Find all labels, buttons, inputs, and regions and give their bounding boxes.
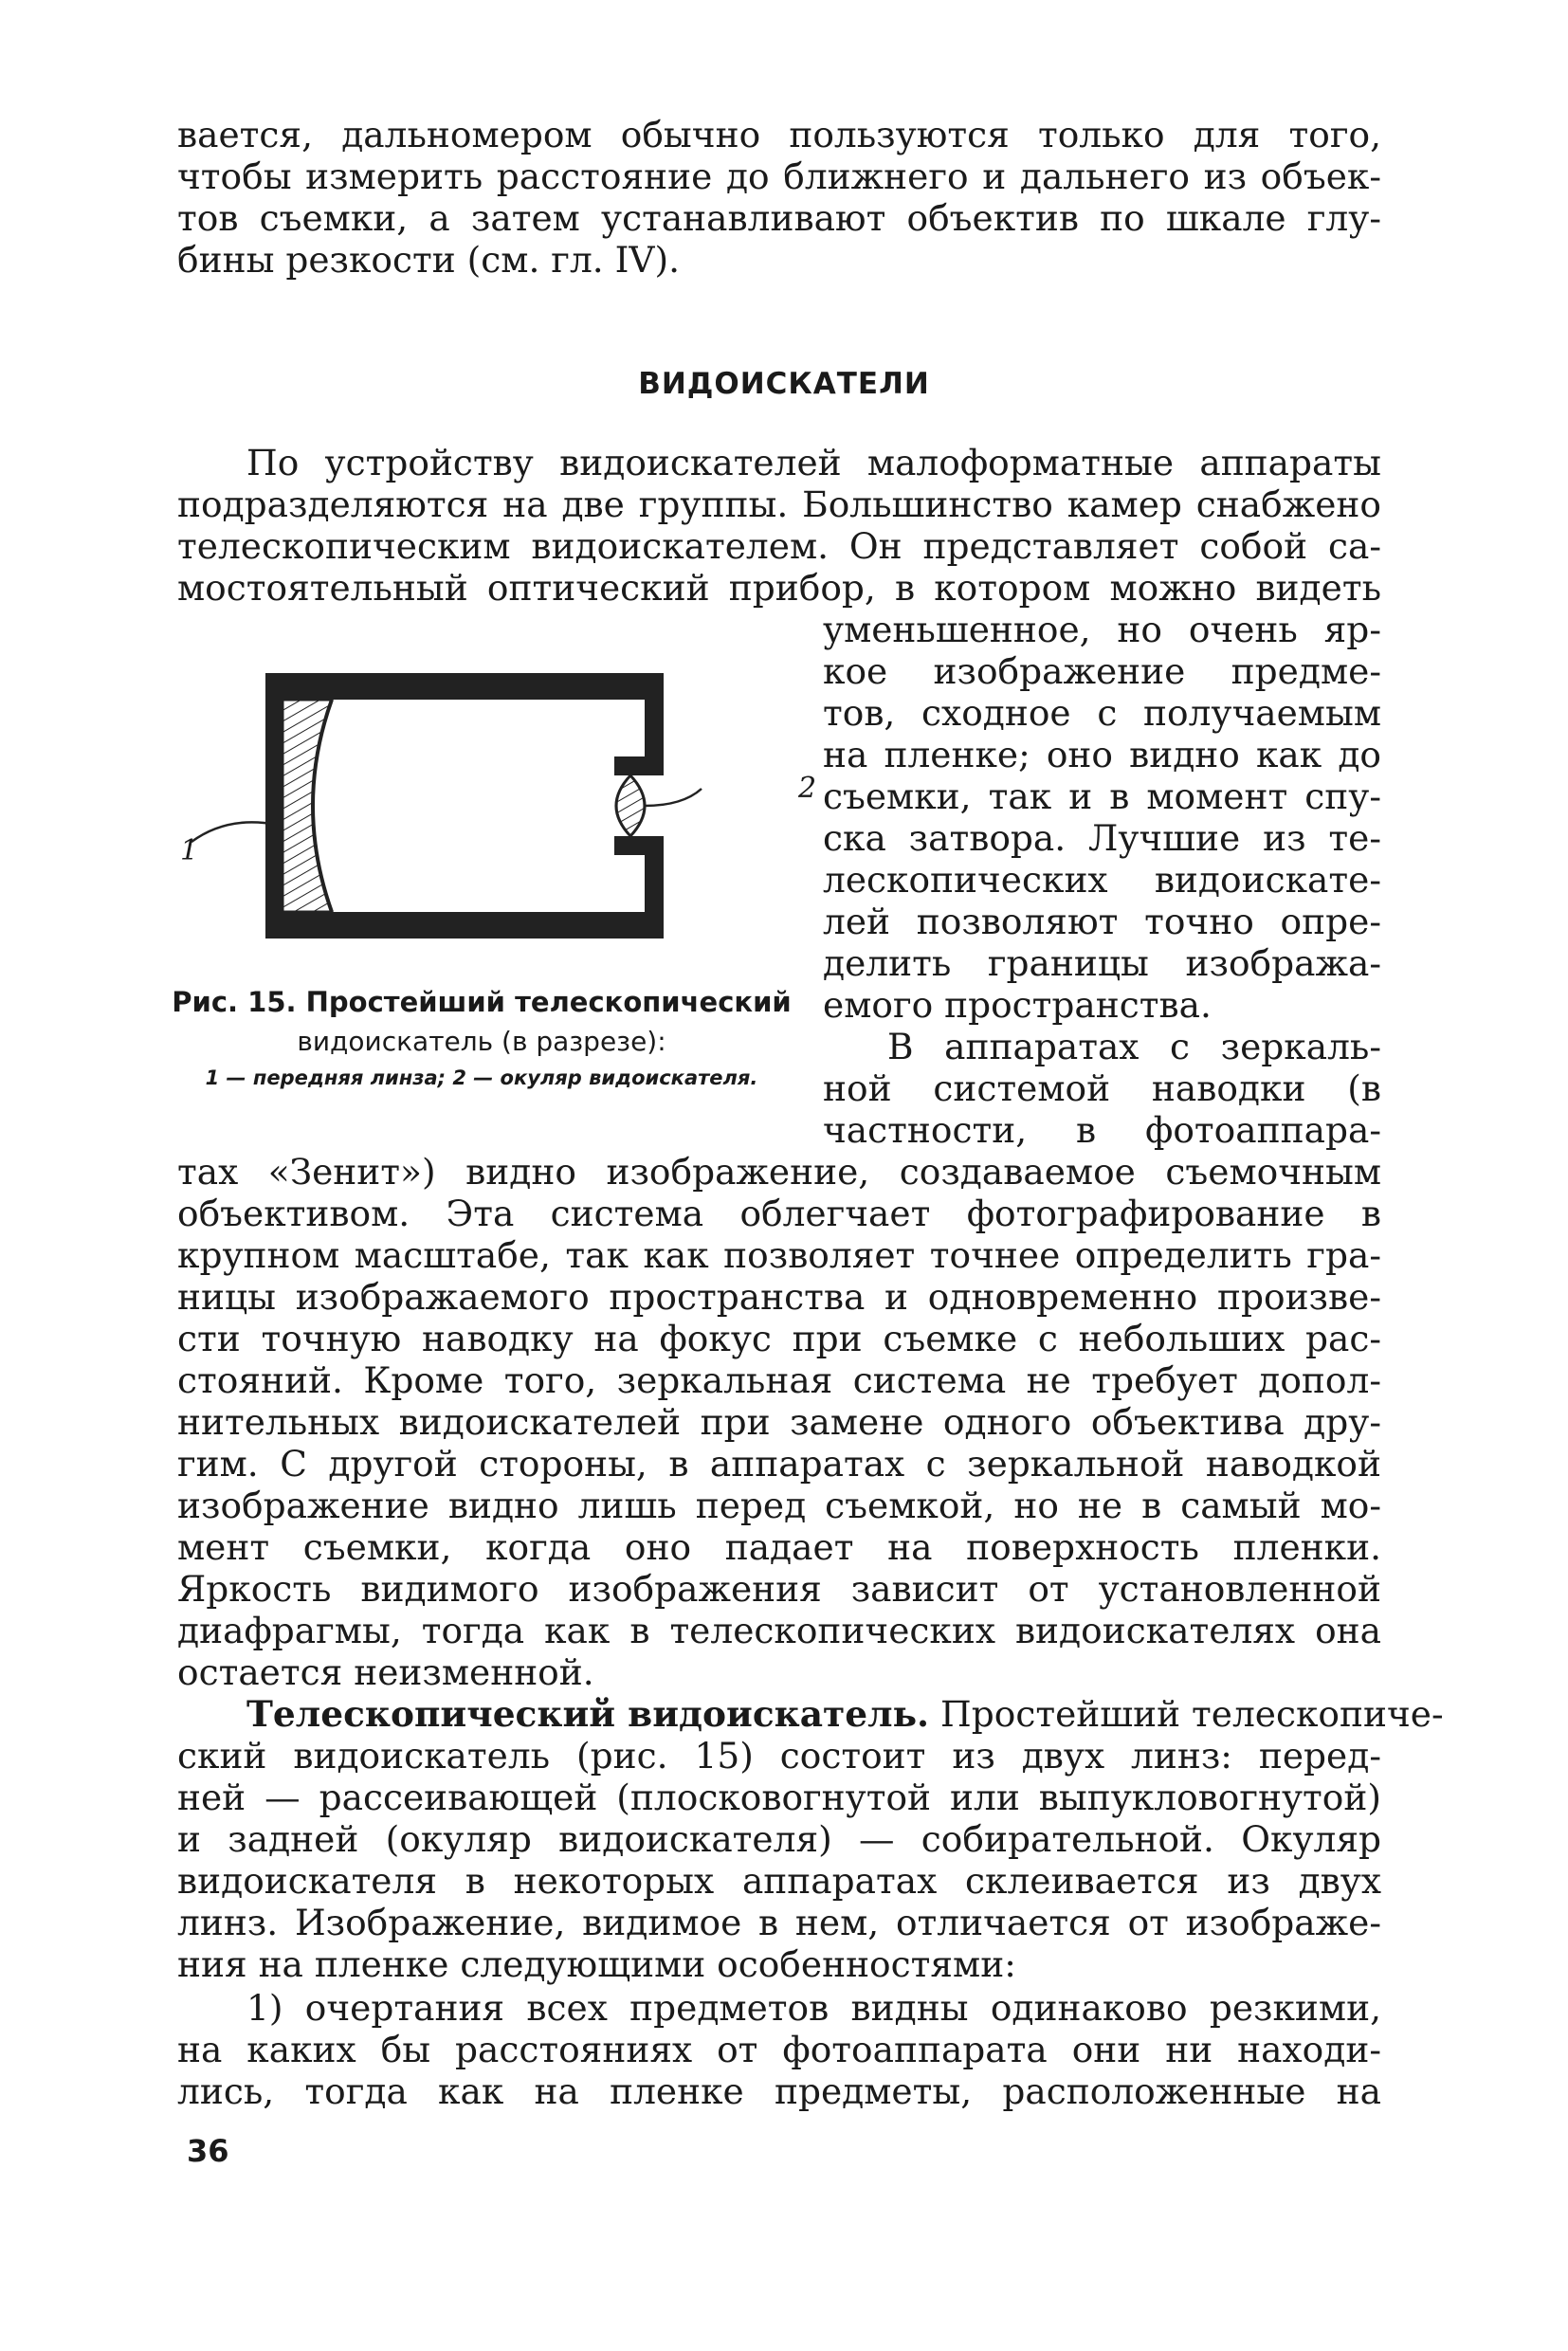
text-line: ной системой наводки (в: [823, 1067, 1381, 1109]
text-line: лескопических видоискате-: [823, 859, 1381, 901]
text-line: тах «Зенит») видно изображение, создаваемое съемочным: [177, 1151, 1381, 1193]
text-line: мент съемки, когда оно падает на поверхность пленки.: [177, 1526, 1381, 1568]
text-line: крупном масштабе, так как позволяет точнее определить гра-: [177, 1234, 1381, 1276]
housing-right-lower-step: [614, 836, 664, 855]
text-line: делить границы изобража-: [823, 942, 1381, 984]
run-in-heading: Телескопический видоискатель.: [246, 1693, 930, 1735]
front-lens: [283, 700, 332, 912]
text-line: В аппаратах с зеркаль-: [887, 1026, 1381, 1067]
text-line: видоискателя в некоторых аппаратах склеивается из двух: [177, 1860, 1381, 1902]
text-line: ния на пленке следующими особенностями:: [177, 1943, 1016, 1985]
text-line: бины резкости (см. гл. IV).: [177, 239, 681, 281]
housing-right-upper-step: [614, 756, 664, 775]
figure-caption-title: Рис. 15. Простейший телескопический: [172, 986, 792, 1018]
figure-label-1: 1: [180, 834, 199, 867]
eyepiece-lens: [616, 775, 645, 836]
text-line: ней — рассеивающей (плосковогнутой или выпукловогнутой): [177, 1777, 1381, 1818]
figure-caption-subtitle: видоискатель (в разрезе):: [297, 1026, 666, 1057]
text-line: ницы изображаемого пространства и одновременно произве-: [177, 1276, 1381, 1318]
text-line: вается, дальномером обычно пользуются только для того,: [177, 114, 1381, 155]
text-line: частности, в фотоаппара-: [823, 1109, 1381, 1151]
figure-viewfinder-diagram: [171, 654, 817, 957]
text-line: телескопическим видоискателем. Он представляет собой са-: [177, 525, 1381, 567]
text-line: лись, тогда как на пленке предметы, расположенные на: [177, 2070, 1381, 2112]
figure-label-2: 2: [798, 772, 817, 805]
text-line: линз. Изображение, видимое в нем, отличается от изображе-: [177, 1902, 1381, 1943]
text-line: стояний. Кроме того, зеркальная система не требует допол-: [177, 1359, 1381, 1401]
leader-line-2: [645, 789, 702, 806]
page-number: 36: [187, 2133, 229, 2169]
housing-left-wall: [265, 673, 283, 939]
text-span: Простейший телескопиче-: [940, 1693, 1444, 1735]
text-line: тов съемки, а затем устанавливают объектив по шкале глу-: [177, 197, 1381, 239]
text-line: подразделяются на две группы. Большинство камер снабжено: [177, 483, 1381, 525]
text-line: сти точную наводку на фокус при съемке с небольших рас-: [177, 1318, 1381, 1359]
viewfinder-cross-section: [171, 654, 806, 957]
text-line: ска затвора. Лучшие из те-: [823, 817, 1381, 859]
text-line: на каких бы расстояниях от фотоаппарата они ни находи-: [177, 2029, 1381, 2070]
text-line: уменьшенное, но очень яр-: [823, 609, 1381, 650]
housing-bottom: [265, 912, 664, 939]
text-line: тов, сходное с получаемым: [823, 692, 1381, 734]
text-line: По устройству видоискателей малоформатные аппараты: [246, 442, 1381, 483]
leader-line-1: [191, 822, 277, 842]
text-line: ский видоискатель (рис. 15) состоит из двух линз: перед-: [177, 1735, 1381, 1777]
text-line: на пленке; оно видно как до: [823, 734, 1381, 775]
text-line: изображение видно лишь перед съемкой, но не в самый мо-: [177, 1485, 1381, 1526]
text-line: съемки, так и в момент спу-: [823, 775, 1381, 817]
text-line: чтобы измерить расстояние до ближнего и дальнего из объек-: [177, 155, 1381, 197]
text-line: Яркость видимого изображения зависит от установленной: [177, 1568, 1381, 1610]
text-line: кое изображение предме-: [823, 650, 1381, 692]
text-line: лей позволяют точно опре-: [823, 901, 1381, 942]
text-line: гим. С другой стороны, в аппаратах с зеркальной наводкой: [177, 1443, 1381, 1485]
section-heading: ВИДОИСКАТЕЛИ: [638, 367, 930, 401]
text-line: нительных видоискателей при замене одного объектива дру-: [177, 1401, 1381, 1443]
text-line: емого пространства.: [823, 984, 1212, 1026]
housing-top: [265, 673, 664, 700]
text-line: [246, 1693, 1444, 1735]
figure-caption-legend: 1 — передняя линза; 2 — окуляр видоискателя.: [205, 1066, 758, 1089]
text-line: мостоятельный оптический прибор, в котором можно видеть: [177, 567, 1381, 609]
text-line: 1) очертания всех предметов видны одинаково резкими,: [246, 1987, 1381, 2029]
text-line: диафрагмы, тогда как в телескопических видоискателях она: [177, 1610, 1381, 1651]
text-line: и задней (окуляр видоискателя) — собирательной. Окуляр: [177, 1818, 1381, 1860]
text-line: остается неизменной.: [177, 1651, 594, 1693]
text-line: объективом. Эта система облегчает фотографирование в: [177, 1193, 1381, 1234]
